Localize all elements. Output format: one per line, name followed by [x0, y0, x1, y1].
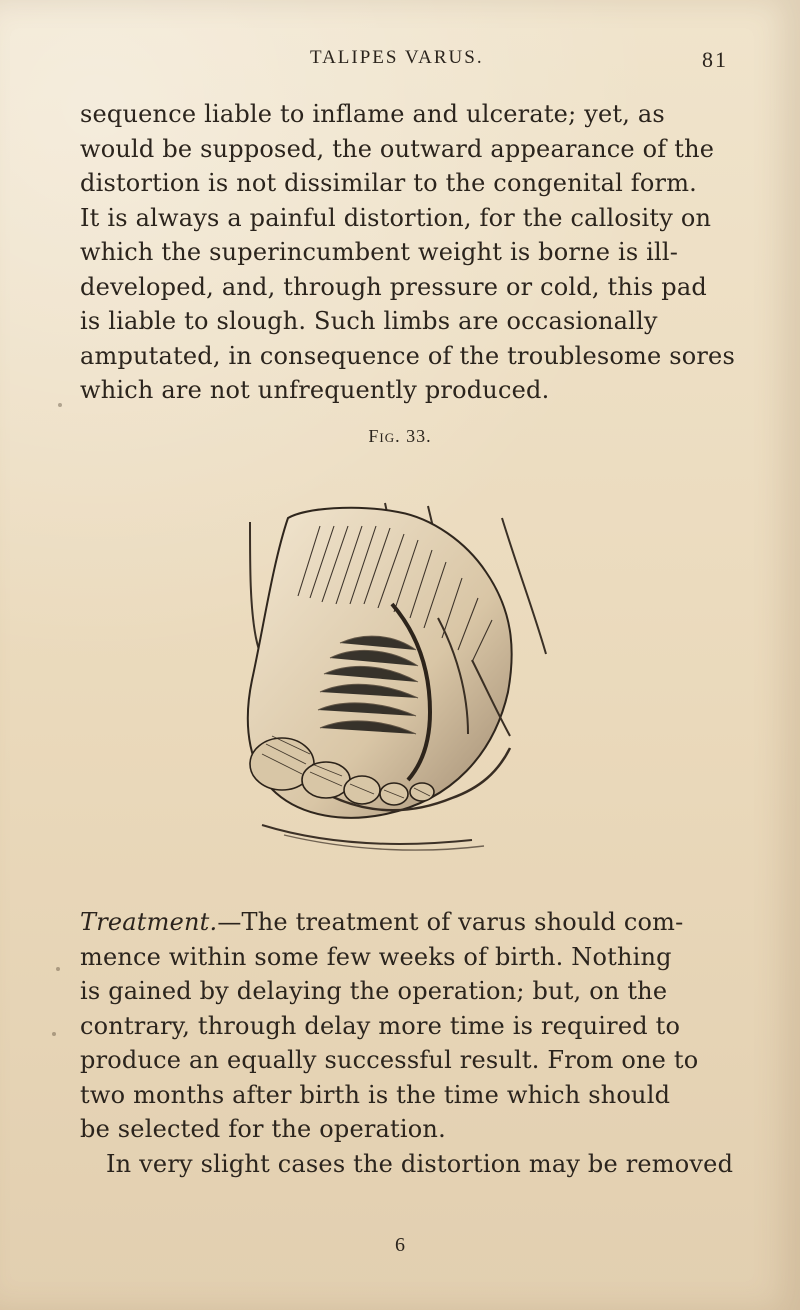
paragraph-line: is gained by delaying the operation; but, on the [80, 977, 668, 1005]
ink-speck [56, 967, 60, 971]
ink-speck [52, 1032, 56, 1036]
paragraph-line: developed, and, through pressure or cold, this pad [80, 272, 707, 301]
signature-mark: 6 [395, 1234, 405, 1256]
paragraph-one [80, 97, 735, 408]
paragraph-line: sequence liable to inflame and ulcerate; yet, as [80, 100, 665, 128]
paragraph-three-line: In very slight cases the distortion may be removed [106, 1149, 734, 1178]
page-header [0, 47, 800, 81]
paragraph-line: which the superincumbent weight is borne is ill- [80, 238, 679, 266]
running-head: TALIPES VARUS. [310, 47, 484, 68]
page-number: 81 [702, 47, 728, 72]
foot-illustration [180, 478, 600, 888]
paragraph-line: distortion is not dissimilar to the congenital form. [80, 169, 697, 197]
treatment-heading: Treatment. [80, 908, 218, 936]
paragraph-line: mence within some few weeks of birth. Nothing [80, 942, 672, 971]
figure-label: Fig. 33. [368, 426, 432, 446]
paragraph-line: would be supposed, the outward appearance of the [80, 134, 715, 163]
paragraph-line: is liable to slough. Such limbs are occasionally [80, 307, 658, 335]
engraving [180, 478, 600, 888]
paragraph-line: be selected for the operation. [80, 1115, 446, 1143]
paragraph-line: amputated, in consequence of the troublesome sores [80, 341, 735, 370]
paragraph-line: It is always a painful distortion, for the callosity on [80, 203, 712, 232]
ink-speck [58, 403, 62, 407]
paragraph-line: two months after birth is the time which should [80, 1080, 671, 1109]
paragraph-line: contrary, through delay more time is required to [80, 1011, 681, 1040]
paragraph-heading-line [80, 905, 720, 940]
paragraph-line: produce an equally successful result. From one to [80, 1046, 699, 1074]
paragraph-line-rest: —The treatment of varus should com- [217, 908, 684, 936]
paragraph-line: which are not unfrequently produced. [80, 376, 550, 404]
paragraph-two [80, 905, 734, 1181]
